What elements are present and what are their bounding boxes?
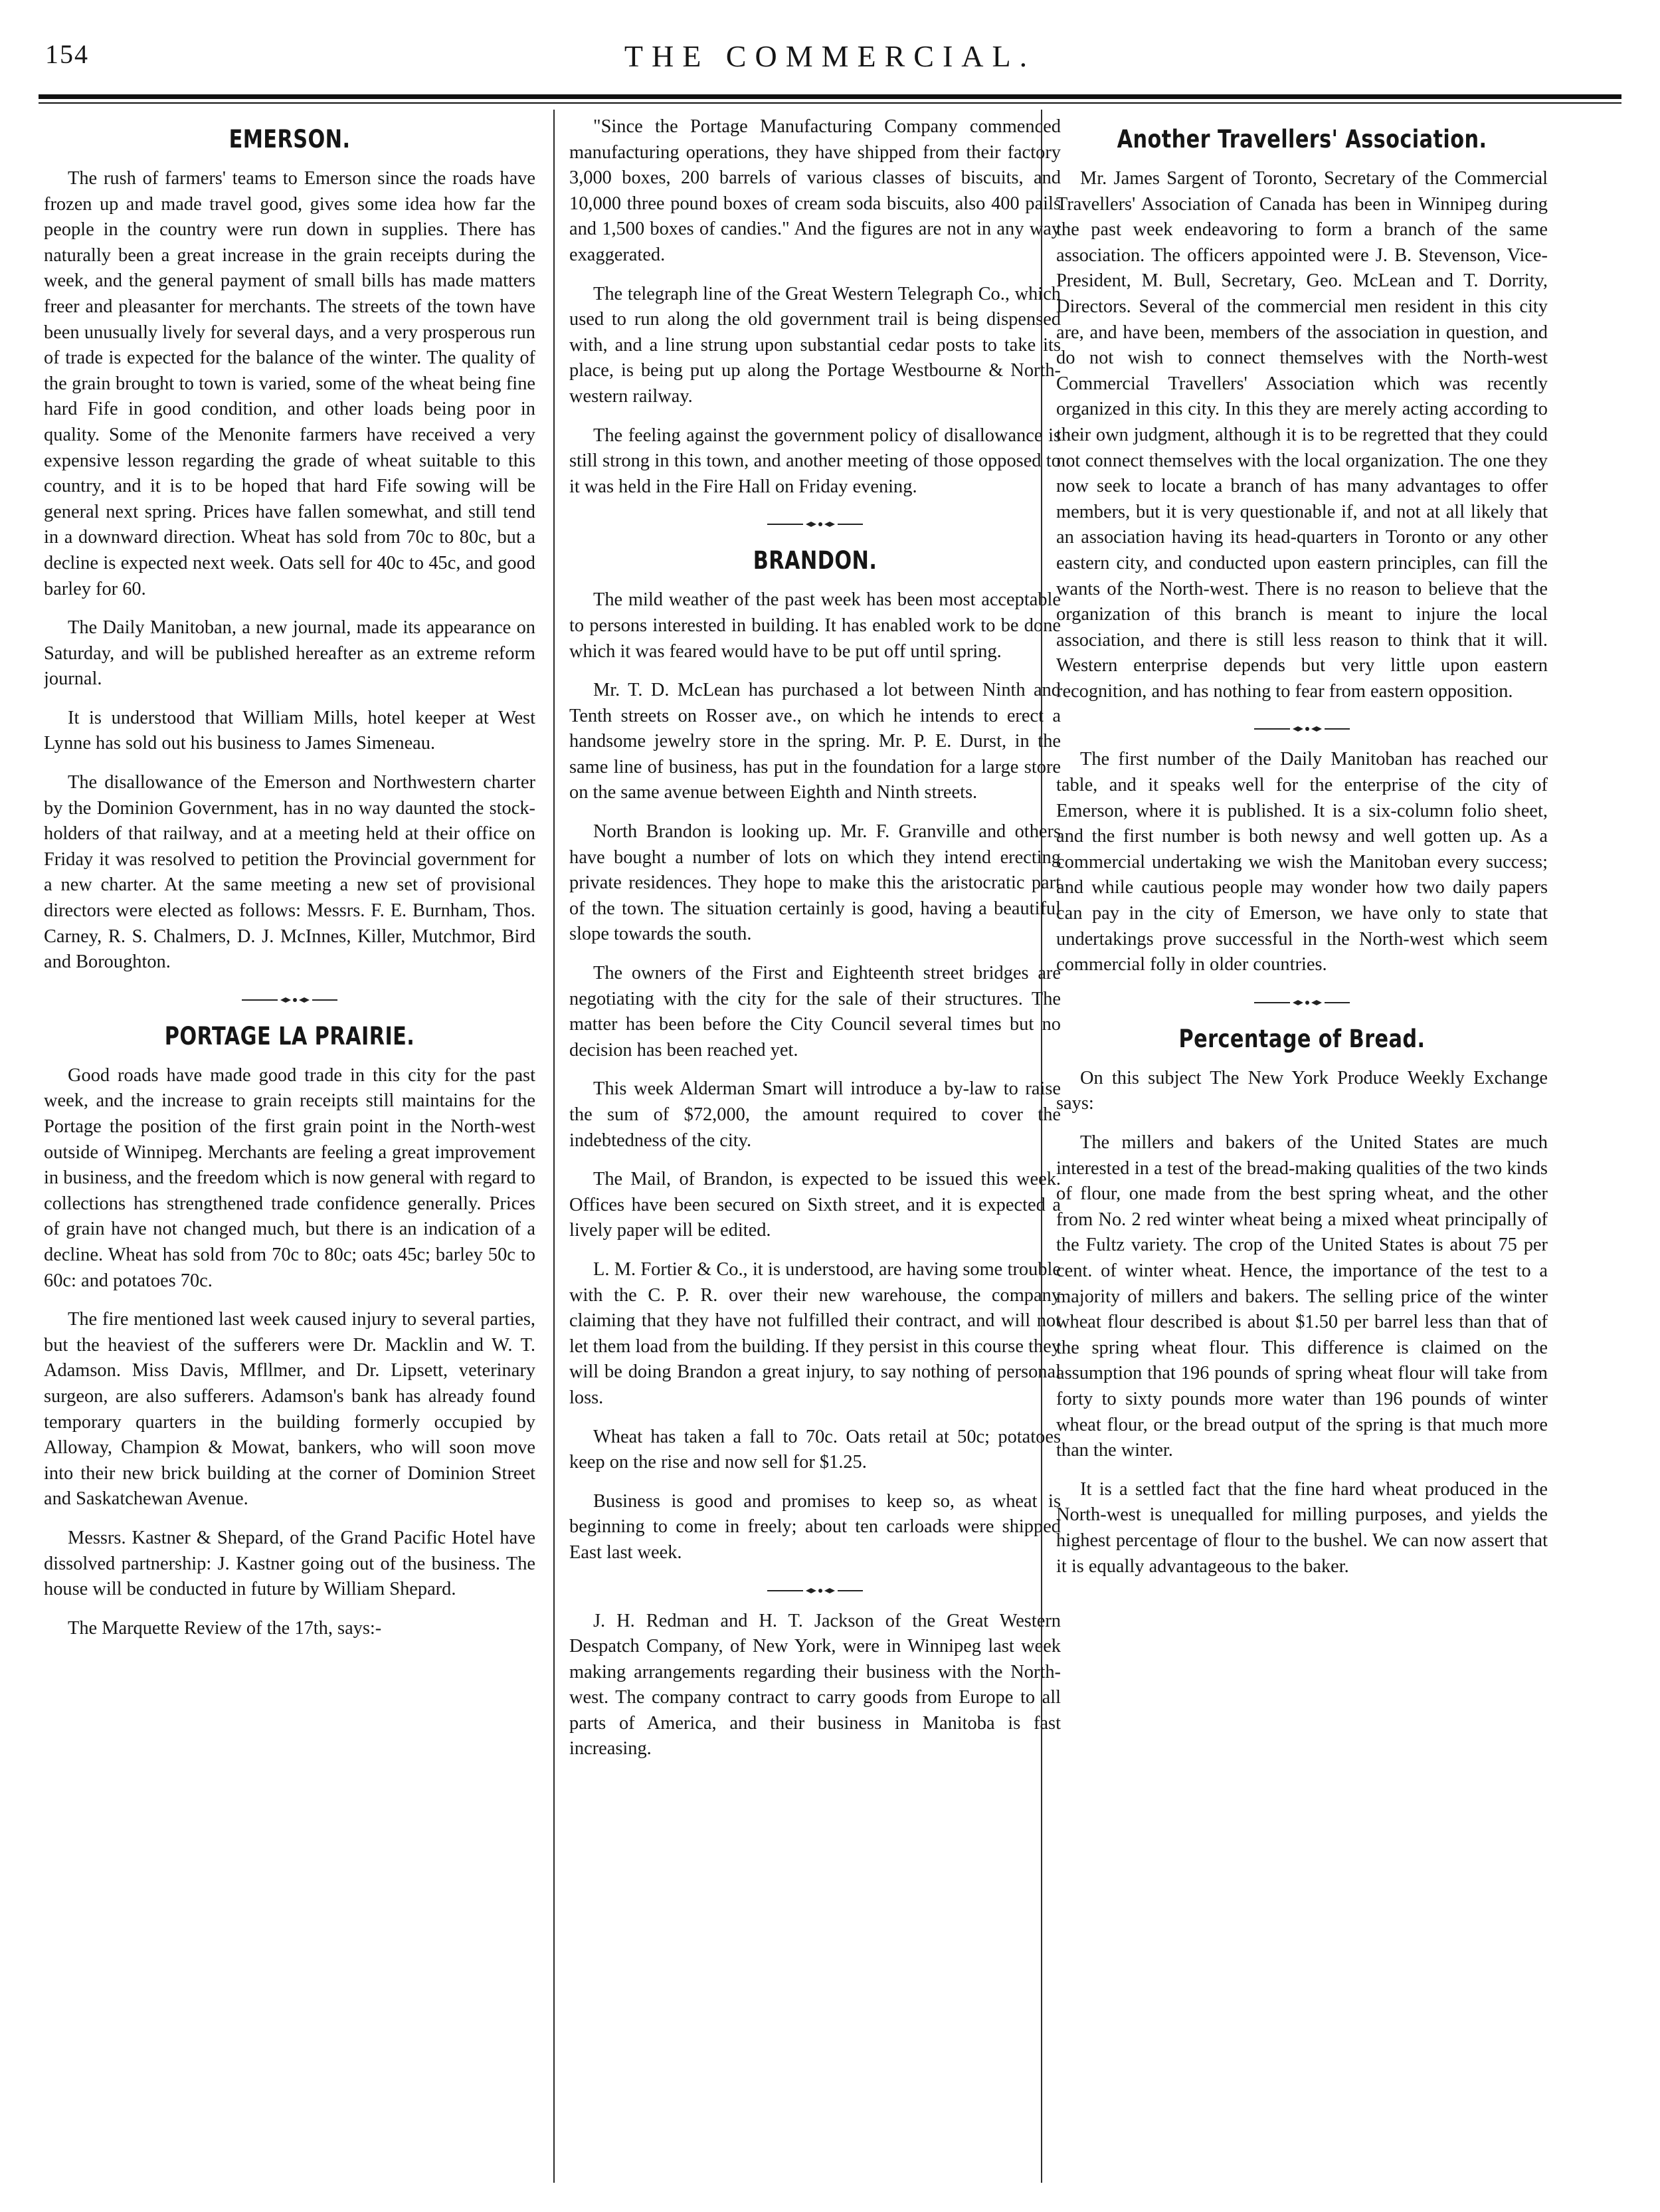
article-paragraph: Mr. James Sargent of Toronto, Secretary of the Commercial Travellers' Association of Canada has been in Winnipeg during the past week endeavoring to form a branch of the same association. The officers appointed were J. B. Stevenson, Vice-President, M. Bull, Secretary, Geo. McLean and T. Dorrity, Directors. Several of the commercial men resident in this city are, and have been, members of the association in question, and do not wish to connect themselves with the North-west Commercial Travellers' Association which was recently organized in this city. In this they are merely acting according to their own judgment, although it is to be regretted that they could not connect themselves with the local organization. The one they now seek to locate a branch of has many advantages to offer members, but it is very questionable if, and not at all likely that an association having its head-quarters in Toronto or any other eastern city, and conducted upon eastern principles, can fill the wants of the North-west. There is no reason to believe that the organization of this branch is meant to injure the local association, and there is still less reason to think that it will. Western enterprise depends but very little upon eastern recognition, and has nothing to fear from eastern opposition. (1056, 168, 1548, 702)
article-paragraph: The telegraph line of the Great Western Telegraph Co., which used to run along the old government trail is being dispensed with, and a line strung upon substantial cedar posts to take its place, is being put up along the Portage Westbourne & North-western railway. (569, 283, 1061, 407)
article-paragraph: Mr. T. D. McLean has purchased a lot between Ninth and Tenth streets on Rosser ave., on which he intends to erect a handsome jewelry store in the spring. Mr. P. E. Durst, in the same line of business, has put in the foundation for a large store on the same avenue between Eighth and Ninth streets. (569, 680, 1061, 803)
section-separator (569, 513, 1061, 536)
article-paragraph: This week Alderman Smart will introduce a by-law to raise the sum of $72,000, the amount required to cover the indebtedness of the city. (569, 1078, 1061, 1151)
article-paragraph: The rush of farmers' teams to Emerson since the roads have frozen up and made travel good, gives some idea how far the people in the country were run down in supplies. There has naturally been a great increase in the grain receipts during the week, and the general payment of small bills has made matters freer and pleasanter for merchants. The streets of the town have been unusually lively for several days, and a very prosperous run of trade is expected for the balance of the winter. The quality of the grain brought to town is varied, some of the wheat being fine hard Fife in good condition, and other loads being poor in quality. Some of the Menonite farmers have received a very expensive lesson regarding the grade of wheat suitable to this country, and it is to be hoped that hard Fife sowing will be general next spring. Prices have fallen somewhat, and still tend in a downward direction. Wheat has sold from 70c to 80c, but a decline is expected next week. Oats sell for 40c to 45c, and good barley for 60. (44, 168, 535, 599)
headline-travellers-association: Another Travellers' Association. (1117, 125, 1487, 153)
article-paragraph: The mild weather of the past week has been most acceptable to persons interested in building. It has enabled work to be done which it was feared would have to be put off until spring. (569, 589, 1061, 662)
column-1 (44, 114, 535, 2187)
article-paragraph: The millers and bakers of the United States are much interested in a test of the bread-making qualities of the two kinds of flour, one made from the best spring wheat, and the other from No. 2 red winter wheat being a mixed wheat principally of the Fultz variety. The crop of the United States is about 75 per cent. of winter wheat. Hence, the importance of the test to a majority of millers and bakers. The selling price of the winter wheat flour described is about $1.50 per barrel less than that of the spring wheat flour. This difference is claimed on the assumption that 196 pounds of spring wheat flour will take from forty to sixty pounds more water than 196 pounds of winter wheat flour, or the bread output of the spring is that much more than the winter. (1056, 1132, 1548, 1461)
column-divider (553, 110, 555, 2183)
article-paragraph: The Marquette Review of the 17th, says:- (68, 1617, 382, 1639)
article-paragraph: North Brandon is looking up. Mr. F. Granville and others have bought a number of lots on which they intend erecting private residences. They hope to make this the aristocratic part of the town. The situation certainly is good, having a beautiful slope towards the south. (569, 821, 1061, 945)
article-paragraph: Wheat has taken a fall to 70c. Oats retail at 50c; potatoes keep on the rise and now sell for $1.25. (569, 1426, 1061, 1473)
column-2 (569, 114, 1061, 2187)
headline-percentage-of-bread: Percentage of Bread. (1178, 1024, 1426, 1053)
article-paragraph: The fire mentioned last week caused injury to several parties, but the heaviest of the sufferers were Dr. Macklin and W. T. Adamson. Miss Davis, Mfllmer, and Dr. Lipsett, veterinary surgeon, are also sufferers. Adamson's bank has already found temporary quarters in the building formerly occupied by Alloway, Champion & Mowat, bankers, who will soon move into their new brick building at the corner of Dominion Street and Saskatchewan Avenue. (44, 1309, 535, 1510)
article-paragraph: J. H. Redman and H. T. Jackson of the Great Western Despatch Company, of New York, were in Winnipeg last week making arrangements regarding their business with the North-west. The company contract to carry goods from Europe to all parts of America, and their business in Manitoba is fast increasing. (569, 1610, 1061, 1760)
article-paragraph: It is a settled fact that the fine hard wheat produced in the North-west is unequalled for milling purposes, and yields the highest percentage of flour to the bushel. We can now assert that it is equally advantageous to the baker. (1056, 1478, 1548, 1577)
article-paragraph: "Since the Portage Manufacturing Company commenced manufacturing operations, they have shipped from their factory 3,000 boxes, 200 barrels of various classes of biscuits, and 10,000 three pound boxes of cream soda biscuits, also 400 pails and 1,500 boxes of candies." And the figures are not in any way exaggerated. (569, 116, 1061, 265)
headline-portage-la-prairie: PORTAGE LA PRAIRIE. (164, 1021, 415, 1051)
section-separator (44, 989, 535, 1011)
headline-emerson: EMERSON. (229, 125, 351, 153)
article-paragraph: The owners of the First and Eighteenth street bridges are negotiating with the city for the sale of their structures. The matter has been before the City Council several times but no decision has been reached yet. (569, 963, 1061, 1060)
section-separator (569, 1579, 1061, 1602)
article-paragraph: The first number of the Daily Manitoban has reached our table, and it speaks well for the enterprise of the city of Emerson, where it is published. It is a six-column folio sheet, and the first number is both newsy and well gotten up. As a commercial undertaking we wish the Manitoban every success; and while cautious people may wonder how two daily papers can pay in the city of Emerson, we have only to state that undertakings prove successful in the North-west which seem commercial folly in older countries. (1056, 749, 1548, 975)
article-paragraph: Good roads have made good trade in this city for the past week, and the increase to grain receipts still maintains for the Portage the position of the first grain point in the North-west outside of Winnipeg. Merchants are feeling a great improvement in business, and the freedom which is now general with regard to collections has strengthened trade confidence generally. Prices of grain have not changed much, but there is an indication of a decline. Wheat has sold from 70c to 80c; oats 45c; barley 50c to 60c: and potatoes 70c. (44, 1064, 535, 1291)
article-paragraph: The Daily Manitoban, a new journal, made its appearance on Saturday, and will be published hereafter as an extreme reform journal. (44, 617, 535, 690)
article-paragraph: The Mail, of Brandon, is expected to be issued this week. Offices have been secured on Sixth street, and it is expected a lively paper will be edited. (569, 1169, 1061, 1241)
column-3 (1056, 114, 1548, 2187)
section-separator (1056, 718, 1548, 740)
header-rule-thick (39, 94, 1621, 99)
page-header (39, 39, 1621, 85)
headline-brandon: BRANDON. (753, 546, 877, 575)
article-paragraph: It is understood that William Mills, hotel keeper at West Lynne has sold out his business to James Simeneau. (44, 707, 535, 754)
page-number: 154 (45, 39, 89, 69)
article-paragraph: L. M. Fortier & Co., it is understood, are having some trouble with the C. P. R. over their new warehouse, the company claiming that they have not fulfilled their contract, and will not let them load from the building. If they persist in this course they will be doing Brandon a great injury, to say nothing of personal loss. (569, 1258, 1061, 1408)
article-paragraph: The feeling against the government policy of disallowance is still strong in this town, and another meeting of those opposed to it was held in the Fire Hall on Friday evening. (569, 425, 1061, 497)
article-paragraph: The disallowance of the Emerson and Northwestern charter by the Dominion Government, has in no way daunted the stock-holders of that railway, and at a meeting held at their office on Friday it was resolved to petition the Provincial government for a new charter. At the same meeting a new set of provisional directors were elected as follows: Messrs. F. E. Burnham, Thos. Carney, R. S. Chalmers, D. J. McInnes, Killer, Mutchmor, Bird and Boroughton. (44, 772, 535, 973)
masthead-title: THE COMMERCIAL. (624, 39, 1036, 73)
article-paragraph: Business is good and promises to keep so, as wheat is beginning to come in freely; about ten carloads were shipped East last week. (569, 1490, 1061, 1563)
article-paragraph: Messrs. Kastner & Shepard, of the Grand Pacific Hotel have dissolved partnership: J. Kastner going out of the business. The house will be conducted in future by William Shepard. (44, 1527, 535, 1600)
header-rule-thin (39, 102, 1621, 104)
section-separator (1056, 991, 1548, 1014)
article-paragraph: On this subject The New York Produce Weekly Exchange says: (1056, 1067, 1548, 1114)
